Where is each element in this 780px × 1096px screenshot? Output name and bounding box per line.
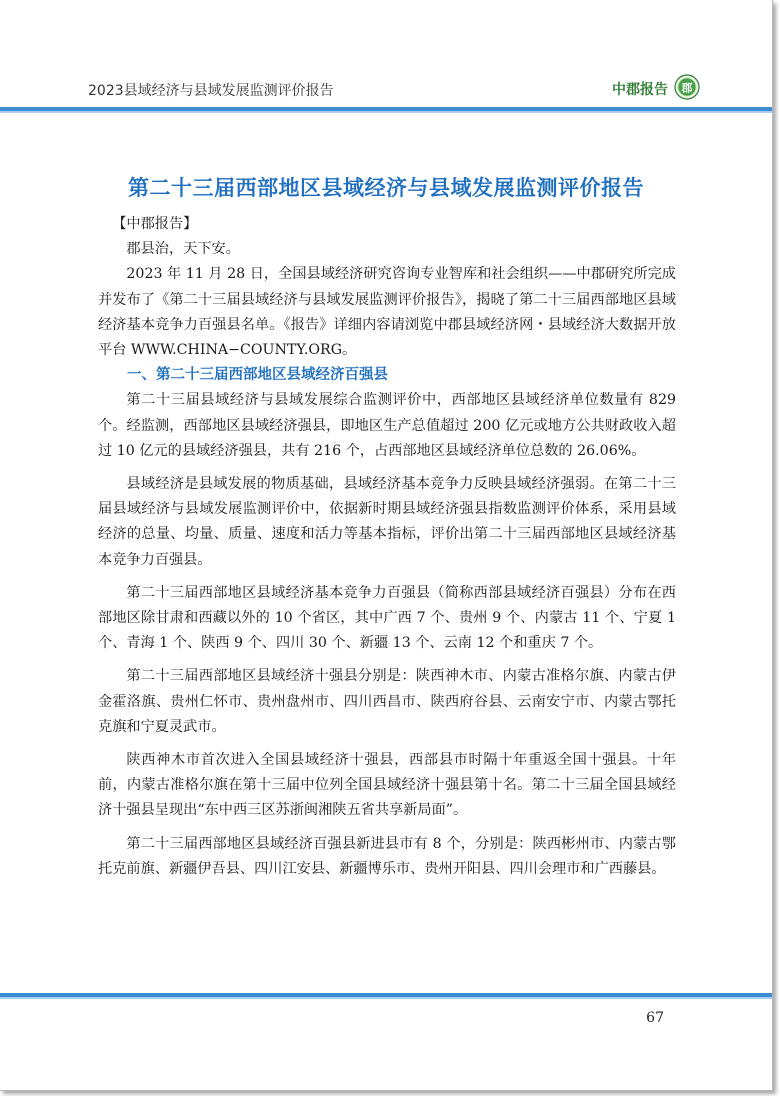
paragraph: 第二十三届县域经济与县域发展综合监测评价中，西部地区县域经济单位数量有 829 个。经监测，西部地区县域经济强县，即地区生产总值超过 200 亿元或地方公共财政收入超过 10 亿元的县域经济强县，共有 216 个，占西部地区县域经济单位总数的 26.06%。 — [98, 392, 676, 459]
paragraph: 县域经济是县域发展的物质基础，县域经济基本竞争力反映县域经济强弱。在第二十三届县域经济与县域发展监测评价中，依据新时期县域经济强县指数监测评价体系，采用县域经济的总量、均量、质量、速度和活力等基本指标，评价出第二十三届西部地区县域经济基本竞争力百强县。 — [98, 476, 676, 568]
footer-divider — [0, 993, 772, 999]
document-body — [98, 212, 676, 882]
paragraph: 第二十三届西部地区县域经济基本竞争力百强县（简称西部县域经济百强县）分布在西部地区除甘肃和西藏以外的 10 个省区，其中广西 7 个、贵州 9 个、内蒙古 11 个、宁夏 1 个、青海 1 个、陕西 9 个、四川 30 个、新疆 13 个、云南 12 个和重庆 7 个。 — [98, 584, 676, 652]
paragraph: 2023 年 11 月 28 日，全国县域经济研究咨询专业智库和社会组织——中郡研究所完成并发布了《第二十三届县域经济与县域发展监测评价报告》，揭晓了第二十三届西部地区县域经济基本竞争力百强县名单。《报告》详细内容请浏览中郡县域经济网・县域经济大数据开放平台 WWW.CHINA−COUNTY.ORG。 — [98, 266, 676, 359]
document-title: 第二十三届西部地区县域经济与县域发展监测评价报告 — [128, 176, 644, 200]
paragraph: 陕西神木市首次进入全国县域经济十强县，西部县市时隔十年重返全国十强县。十年前，内蒙古准格尔旗在第十三届中位列全国县域经济十强县第十名。第二十三届全国县域经济十强县呈现出“东中西三区苏浙闽湘陕五省共享新局面”。 — [98, 752, 676, 819]
svg-text:郡: 郡 — [681, 81, 693, 95]
brand-logo-icon — [674, 74, 700, 104]
paragraph: 第二十三届西部地区县域经济百强县新进县市有 8 个，分别是：陕西彬州市、内蒙古鄂托克前旗、新疆伊吾县、四川江安县、新疆博乐市、贵州开阳县、四川会理市和广西藤县。 — [98, 835, 676, 877]
running-header-title: 2023县域经济与县域发展监测评价报告 — [88, 83, 334, 99]
brand — [612, 74, 700, 104]
section-heading: 一、第二十三届西部地区县域经济百强县 — [127, 367, 388, 384]
header-divider — [0, 107, 772, 113]
page-number: 67 — [646, 1010, 664, 1026]
report-tag: 【中郡报告】 — [112, 216, 198, 232]
paragraph: 郡县治，天下安。 — [126, 241, 240, 258]
paragraph: 第二十三届西部地区县域经济十强县分别是：陕西神木市、内蒙古准格尔旗、内蒙古伊金霍洛旗、贵州仁怀市、贵州盘州市、四川西昌市、陕西府谷县、云南安宁市、内蒙古鄂托克旗和宁夏灵武市。 — [98, 668, 676, 735]
brand-name: 中郡报告 — [612, 82, 668, 98]
